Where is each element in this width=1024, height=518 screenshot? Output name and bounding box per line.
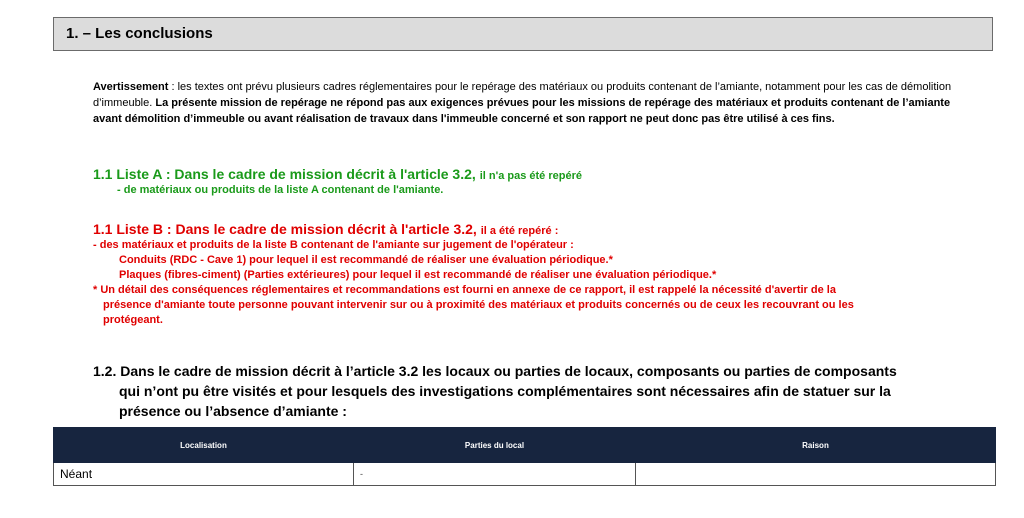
list-a-title (93, 165, 582, 185)
warning-text: : les textes ont prévu plusieurs cadres réglementaires pour le repérage des matériaux ou produits contenant de l’amiante, notamment pour les cas de démolition d’immeuble. (93, 81, 952, 109)
list-b-body (93, 238, 973, 328)
uninspected-areas-table (53, 427, 996, 486)
list-b-note: protégeant. (103, 314, 163, 326)
list-b-title (93, 220, 558, 240)
list-a-title-suffix: il n'a pas été repéré (479, 170, 582, 182)
table-header-row (54, 428, 996, 463)
question-heading (93, 361, 973, 421)
question-line: 1.2. Dans le cadre de mission décrit à l’article 3.2 les locaux ou parties de locaux, composants ou parties de composants (93, 363, 897, 379)
section-title: 1. – Les conclusions (53, 17, 993, 51)
table-row (54, 463, 996, 486)
question-line: qui n’ont pu être visités et pour lesquels des investigations complémentaires sont nécessaires afin de statuer sur la (119, 383, 891, 399)
list-a-line: - de matériaux ou produits de la liste A contenant de l'amiante. (117, 184, 444, 196)
list-b-note: présence d'amiante toute personne pouvant intervenir sur ou à proximité des matériaux et produits concernés ou de ceux les recouvrant ou les (103, 299, 854, 311)
question-line: présence ou l’absence d’amiante : (119, 403, 347, 419)
list-b-item: Plaques (fibres-ciment) (Parties extérieures) pour lequel il est recommandé de réaliser une évaluation périodique.* (119, 269, 717, 281)
warning-label: Avertissement (93, 81, 169, 93)
list-b-title-suffix: il a été repéré : (480, 225, 559, 237)
table-cell: - (354, 463, 636, 486)
list-b-note: * Un détail des conséquences réglementaires et recommandations est fourni en annexe de ce rapport, il est rappelé la nécessité d'avertir de la (93, 284, 836, 296)
list-b-intro: - des matériaux et produits de la liste B contenant de l'amiante sur jugement de l'opérateur : (93, 239, 574, 251)
list-b-item: Conduits (RDC - Cave 1) pour lequel il est recommandé de réaliser une évaluation périodique.* (119, 254, 613, 266)
column-header-raison: Raison (636, 428, 996, 463)
list-a-title-main: 1.1 Liste A : Dans le cadre de mission décrit à l'article 3.2, (93, 166, 480, 182)
table-cell (636, 463, 996, 486)
list-b-title-main: 1.1 Liste B : Dans le cadre de mission décrit à l'article 3.2, (93, 221, 481, 237)
table-cell: Néant (54, 463, 354, 486)
warning-bold-text: La présente mission de repérage ne répond pas aux exigences prévues pour les missions de repérage des matériaux et produits contenant de l’amiante avant démolition d’immeuble ou avant réalisation de travaux dans l'immeuble concerné et son rapport ne peut donc pas être utilisé à ces fins. (93, 97, 951, 125)
warning-paragraph (93, 79, 973, 127)
column-header-parties: Parties du local (354, 428, 636, 463)
column-header-localisation: Localisation (54, 428, 354, 463)
